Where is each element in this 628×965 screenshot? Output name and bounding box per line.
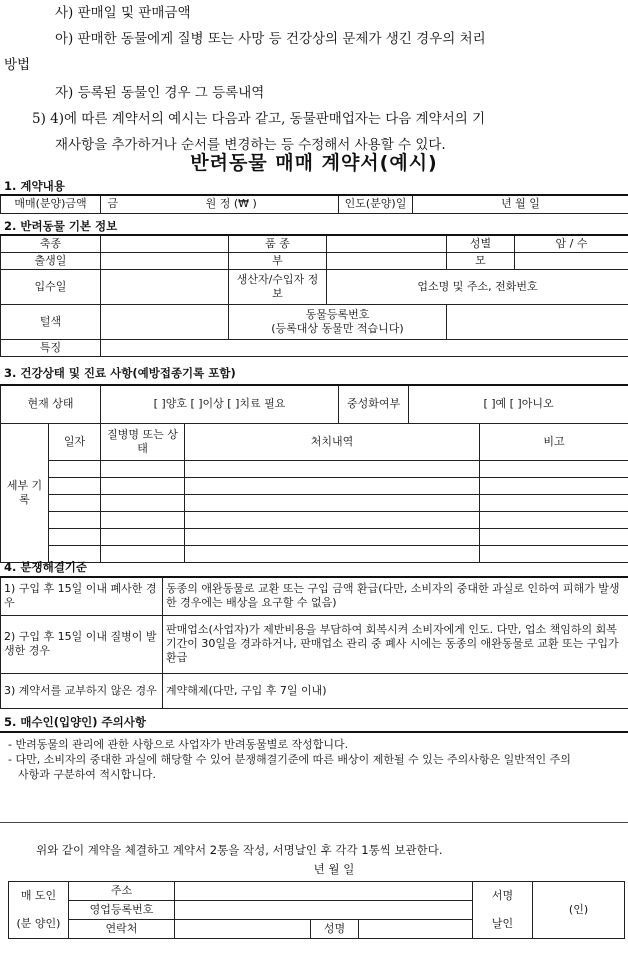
intro-line: 방법 bbox=[4, 57, 31, 73]
record-cell[interactable] bbox=[185, 528, 480, 545]
dispute-case: 3) 계약서를 교부하지 않은 경우 bbox=[1, 673, 163, 708]
section-heading: 4. 분쟁해결기준 bbox=[4, 560, 88, 574]
import-date-field[interactable] bbox=[101, 269, 229, 304]
record-cell[interactable] bbox=[185, 545, 480, 562]
neutered-label: 중성화여부 bbox=[339, 385, 409, 423]
neutered-options[interactable]: [ ]예 [ ]아니오 bbox=[409, 385, 628, 423]
sex-label: 성별 bbox=[447, 235, 515, 252]
record-cell[interactable] bbox=[480, 545, 628, 562]
pet-info-table bbox=[0, 234, 628, 357]
intro-line: 아) 판매한 동물에게 질병 또는 사망 등 건강상의 문제가 생긴 경우의 처리 bbox=[55, 31, 486, 47]
birth-field[interactable] bbox=[101, 252, 229, 269]
price-prefix: 금 bbox=[101, 195, 125, 213]
sex-field[interactable]: 암 / 수 bbox=[515, 235, 628, 252]
delivery-label: 인도(분양)일 bbox=[339, 195, 413, 213]
birth-label: 출생일 bbox=[1, 252, 101, 269]
intro-line: 자) 등록된 동물인 경우 그 등록내역 bbox=[55, 85, 265, 101]
contract-date[interactable]: 년 월 일 bbox=[313, 862, 355, 876]
document-title: 반려동물 매매 계약서(예시) bbox=[190, 152, 438, 174]
seller-label-line: 매 도인 bbox=[20, 889, 57, 902]
import-date-label: 입수일 bbox=[1, 269, 101, 304]
current-status-label: 현재 상태 bbox=[1, 385, 101, 423]
col-remark: 비고 bbox=[480, 423, 628, 460]
note-line: 사항과 구분하여 적시합니다. bbox=[18, 768, 157, 781]
record-cell[interactable] bbox=[49, 477, 101, 494]
record-cell[interactable] bbox=[480, 494, 628, 511]
biz-no-field[interactable] bbox=[175, 901, 473, 920]
producer-label: 생산자/수입자 정보 bbox=[229, 269, 327, 304]
record-cell[interactable] bbox=[101, 528, 185, 545]
intro-line: 사) 판매일 및 판매금액 bbox=[55, 5, 191, 21]
record-cell[interactable] bbox=[101, 545, 185, 562]
section-heading: 1. 계약내용 bbox=[4, 179, 65, 193]
dispute-rule: 동종의 애완동물로 교환 또는 구입 금액 환급(다만, 소비자의 중대한 과실로 인하여 피해가 발생한 경우에는 배상을 요구할 수 없음) bbox=[163, 577, 628, 615]
father-label: 부 bbox=[229, 252, 327, 269]
record-cell[interactable] bbox=[101, 460, 185, 477]
address-label: 주소 bbox=[69, 882, 175, 901]
sign-label-line: 날인 bbox=[491, 917, 514, 930]
dispute-table bbox=[0, 576, 628, 709]
father-field[interactable] bbox=[327, 252, 447, 269]
intro-line: 재사항을 추가하거나 순서를 변경하는 등 수정해서 사용할 수 있다. bbox=[55, 137, 446, 153]
variety-label: 품 종 bbox=[229, 235, 327, 252]
breed-field[interactable] bbox=[101, 235, 229, 252]
col-date: 일자 bbox=[49, 423, 101, 460]
record-cell[interactable] bbox=[185, 460, 480, 477]
sign-label bbox=[473, 882, 533, 939]
section-heading: 5. 매수인(입양인) 주의사항 bbox=[4, 715, 146, 729]
registration-number-label: 동물등록번호 bbox=[305, 307, 370, 321]
record-cell[interactable] bbox=[101, 494, 185, 511]
buyer-notes bbox=[8, 737, 624, 782]
biz-no-label: 영업등록번호 bbox=[69, 901, 175, 920]
intro-text bbox=[0, 0, 628, 158]
col-disease: 질병명 또는 상태 bbox=[101, 423, 185, 460]
color-label: 털색 bbox=[1, 304, 101, 339]
seller-label bbox=[9, 882, 69, 939]
intro-line: 5) 4)에 따른 계약서의 예시는 다음과 같고, 동물판매업자는 다음 계약서의 기 bbox=[32, 111, 486, 127]
record-cell[interactable] bbox=[49, 494, 101, 511]
record-cell[interactable] bbox=[101, 511, 185, 528]
record-cell[interactable] bbox=[185, 477, 480, 494]
contract-table bbox=[0, 194, 628, 214]
status-options[interactable]: [ ]양호 [ ]이상 [ ]치료 필요 bbox=[101, 385, 339, 423]
business-info-field[interactable]: 업소명 및 주소, 전화번호 bbox=[327, 269, 628, 304]
note-line: - 반려동물의 관리에 관한 사항으로 사업자가 반려동물별로 작성합니다. bbox=[8, 738, 349, 751]
contact-label: 연락처 bbox=[69, 920, 175, 939]
record-cell[interactable] bbox=[101, 477, 185, 494]
section-heading: 2. 반려동물 기본 정보 bbox=[4, 219, 118, 233]
color-field[interactable] bbox=[101, 304, 229, 339]
mother-label: 모 bbox=[447, 252, 515, 269]
record-cell[interactable] bbox=[185, 511, 480, 528]
health-table bbox=[0, 384, 628, 563]
record-cell[interactable] bbox=[49, 460, 101, 477]
name-label: 성명 bbox=[311, 920, 359, 939]
section-divider bbox=[0, 731, 628, 733]
registration-note: (등록대상 동물만 적습니다) bbox=[271, 321, 404, 335]
price-label: 매매(분양)금액 bbox=[1, 195, 101, 213]
delivery-date-field[interactable]: 년 월 일 bbox=[413, 195, 628, 213]
record-cell[interactable] bbox=[480, 477, 628, 494]
record-cell[interactable] bbox=[49, 511, 101, 528]
mother-field[interactable] bbox=[515, 252, 628, 269]
section-heading: 3. 건강상태 및 진료 사항(예방접종기록 포함) bbox=[4, 366, 236, 380]
price-field[interactable]: 원 정 (₩ ) bbox=[125, 195, 339, 213]
registration-label bbox=[229, 304, 447, 339]
seller-label-line: (분 양인) bbox=[16, 917, 61, 930]
closing-statement: 위와 같이 계약을 체결하고 계약서 2통을 작성, 서명날인 후 각각 1통씩 보관한다. bbox=[36, 843, 443, 857]
name-field[interactable] bbox=[359, 920, 473, 939]
dispute-case: 2) 구입 후 15일 이내 질병이 발생한 경우 bbox=[1, 615, 163, 673]
sign-label-line: 서명 bbox=[491, 889, 514, 902]
note-line: - 다만, 소비자의 중대한 과실에 해당할 수 있어 분쟁해결기준에 따른 배상이 제한될 수 있는 주의사항은 일반적인 주의 bbox=[8, 753, 571, 766]
dispute-rule: 계약해제(다만, 구입 후 7일 이내) bbox=[163, 673, 628, 708]
address-field[interactable] bbox=[175, 882, 473, 901]
col-treatment: 처치내역 bbox=[185, 423, 480, 460]
record-cell[interactable] bbox=[49, 528, 101, 545]
dispute-rule: 판매업소(사업자)가 제반비용을 부담하여 회복시켜 소비자에게 인도. 다만, 업소 책임하의 회복기간이 30일을 경과하거나, 판매업소 관리 중 폐사 시에는 동종의 애완동물로 교환 또는 구입가 환급 bbox=[163, 615, 628, 673]
dispute-case: 1) 구입 후 15일 이내 폐사한 경우 bbox=[1, 577, 163, 615]
detail-record-label: 세부 기록 bbox=[1, 423, 49, 562]
contact-field[interactable] bbox=[175, 920, 311, 939]
seller-table bbox=[8, 881, 625, 939]
record-cell[interactable] bbox=[185, 494, 480, 511]
variety-field[interactable] bbox=[327, 235, 447, 252]
registration-field[interactable] bbox=[447, 304, 628, 339]
section-divider bbox=[0, 822, 628, 823]
record-cell[interactable] bbox=[480, 460, 628, 477]
feature-field[interactable] bbox=[101, 339, 628, 356]
record-cell[interactable] bbox=[480, 511, 628, 528]
seal-field[interactable]: (인) bbox=[533, 882, 625, 939]
breed-label: 축종 bbox=[1, 235, 101, 252]
feature-label: 특징 bbox=[1, 339, 101, 356]
record-cell[interactable] bbox=[480, 528, 628, 545]
